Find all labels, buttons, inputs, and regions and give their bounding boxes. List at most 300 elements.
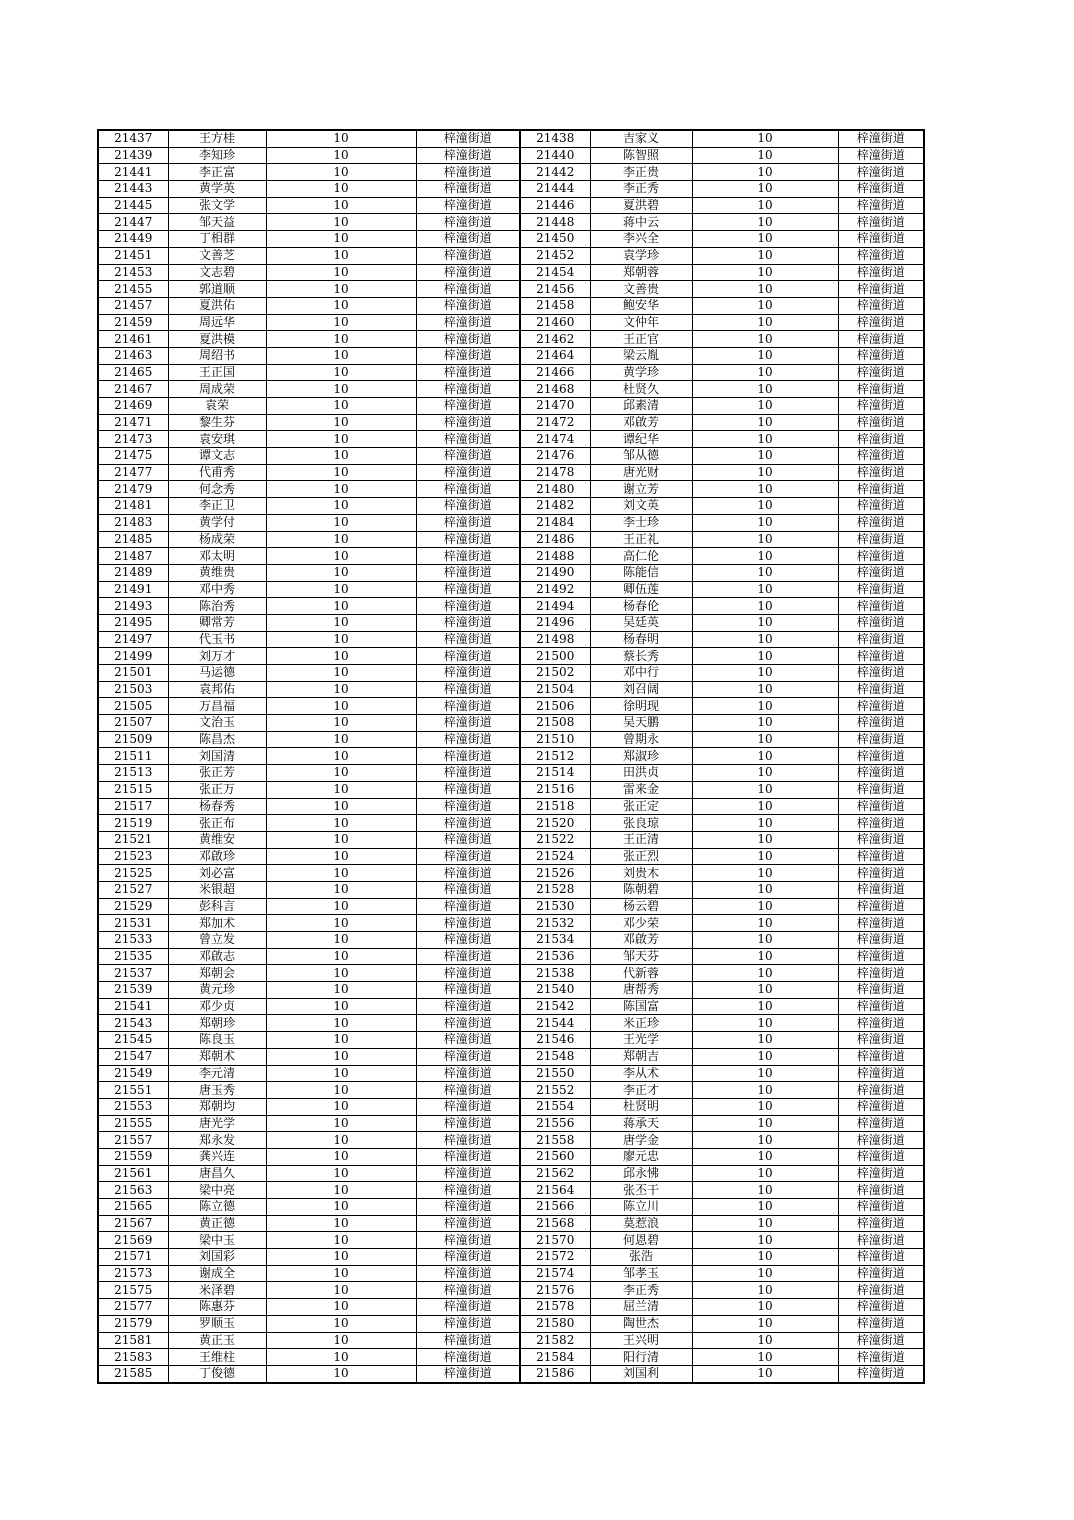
amount-cell: 10 bbox=[692, 1265, 838, 1282]
name-cell: 代甫秀 bbox=[168, 464, 266, 481]
street-cell: 梓潼街道 bbox=[838, 915, 924, 932]
name-cell: 黄正玉 bbox=[168, 1332, 266, 1349]
amount-cell: 10 bbox=[692, 581, 838, 598]
amount-cell: 10 bbox=[692, 1015, 838, 1032]
name-cell: 阳行清 bbox=[590, 1349, 692, 1366]
id-cell: 21567 bbox=[98, 1215, 168, 1232]
name-cell: 邹天益 bbox=[168, 214, 266, 231]
street-cell: 梓潼街道 bbox=[838, 314, 924, 331]
street-cell: 梓潼街道 bbox=[838, 498, 924, 515]
table-row bbox=[98, 1165, 924, 1182]
amount-cell: 10 bbox=[692, 681, 838, 698]
name-cell: 邓啟志 bbox=[168, 948, 266, 965]
name-cell: 夏洪碧 bbox=[590, 197, 692, 214]
id-cell: 21575 bbox=[98, 1282, 168, 1299]
amount-cell: 10 bbox=[266, 982, 416, 999]
name-cell: 黄维贵 bbox=[168, 564, 266, 581]
id-cell: 21540 bbox=[520, 982, 590, 999]
name-cell: 周绍书 bbox=[168, 347, 266, 364]
id-cell: 21546 bbox=[520, 1032, 590, 1049]
name-cell: 李正贵 bbox=[590, 164, 692, 181]
id-cell: 21437 bbox=[98, 130, 168, 147]
table-row bbox=[98, 297, 924, 314]
street-cell: 梓潼街道 bbox=[416, 531, 520, 548]
amount-cell: 10 bbox=[266, 1132, 416, 1149]
name-cell: 张正布 bbox=[168, 815, 266, 832]
name-cell: 邹孝玉 bbox=[590, 1265, 692, 1282]
street-cell: 梓潼街道 bbox=[838, 1332, 924, 1349]
amount-cell: 10 bbox=[266, 297, 416, 314]
id-cell: 21494 bbox=[520, 598, 590, 615]
amount-cell: 10 bbox=[266, 130, 416, 147]
street-cell: 梓潼街道 bbox=[838, 965, 924, 982]
table-row bbox=[98, 1332, 924, 1349]
amount-cell: 10 bbox=[266, 965, 416, 982]
street-cell: 梓潼街道 bbox=[838, 1098, 924, 1115]
id-cell: 21578 bbox=[520, 1299, 590, 1316]
amount-cell: 10 bbox=[266, 1082, 416, 1099]
amount-cell: 10 bbox=[692, 1349, 838, 1366]
id-cell: 21505 bbox=[98, 698, 168, 715]
id-cell: 21537 bbox=[98, 965, 168, 982]
table-row bbox=[98, 1015, 924, 1032]
id-cell: 21521 bbox=[98, 831, 168, 848]
id-cell: 21498 bbox=[520, 631, 590, 648]
name-cell: 邱永怫 bbox=[590, 1165, 692, 1182]
street-cell: 梓潼街道 bbox=[838, 631, 924, 648]
name-cell: 廖元忠 bbox=[590, 1148, 692, 1165]
id-cell: 21438 bbox=[520, 130, 590, 147]
id-cell: 21566 bbox=[520, 1199, 590, 1216]
id-cell: 21564 bbox=[520, 1182, 590, 1199]
id-cell: 21531 bbox=[98, 915, 168, 932]
name-cell: 郑加术 bbox=[168, 915, 266, 932]
table-row bbox=[98, 781, 924, 798]
street-cell: 梓潼街道 bbox=[838, 1249, 924, 1266]
table-row bbox=[98, 1315, 924, 1332]
amount-cell: 10 bbox=[266, 264, 416, 281]
amount-cell: 10 bbox=[692, 231, 838, 248]
amount-cell: 10 bbox=[266, 147, 416, 164]
amount-cell: 10 bbox=[692, 932, 838, 949]
street-cell: 梓潼街道 bbox=[416, 715, 520, 732]
id-cell: 21475 bbox=[98, 448, 168, 465]
amount-cell: 10 bbox=[266, 1215, 416, 1232]
table-row bbox=[98, 1249, 924, 1266]
amount-cell: 10 bbox=[266, 448, 416, 465]
id-cell: 21460 bbox=[520, 314, 590, 331]
amount-cell: 10 bbox=[266, 381, 416, 398]
street-cell: 梓潼街道 bbox=[416, 1249, 520, 1266]
id-cell: 21560 bbox=[520, 1148, 590, 1165]
table-row bbox=[98, 831, 924, 848]
amount-cell: 10 bbox=[692, 831, 838, 848]
table-row bbox=[98, 364, 924, 381]
street-cell: 梓潼街道 bbox=[838, 197, 924, 214]
amount-cell: 10 bbox=[692, 514, 838, 531]
id-cell: 21584 bbox=[520, 1349, 590, 1366]
amount-cell: 10 bbox=[266, 765, 416, 782]
id-cell: 21530 bbox=[520, 898, 590, 915]
name-cell: 周成荣 bbox=[168, 381, 266, 398]
street-cell: 梓潼街道 bbox=[416, 514, 520, 531]
street-cell: 梓潼街道 bbox=[838, 1132, 924, 1149]
id-cell: 21473 bbox=[98, 431, 168, 448]
id-cell: 21515 bbox=[98, 781, 168, 798]
street-cell: 梓潼街道 bbox=[838, 431, 924, 448]
table-row bbox=[98, 130, 924, 147]
name-cell: 马运德 bbox=[168, 665, 266, 682]
id-cell: 21542 bbox=[520, 998, 590, 1015]
amount-cell: 10 bbox=[692, 481, 838, 498]
street-cell: 梓潼街道 bbox=[416, 197, 520, 214]
id-cell: 21478 bbox=[520, 464, 590, 481]
id-cell: 21545 bbox=[98, 1032, 168, 1049]
street-cell: 梓潼街道 bbox=[838, 214, 924, 231]
amount-cell: 10 bbox=[692, 1148, 838, 1165]
table-row bbox=[98, 598, 924, 615]
id-cell: 21458 bbox=[520, 297, 590, 314]
name-cell: 陈国富 bbox=[590, 998, 692, 1015]
table-row bbox=[98, 548, 924, 565]
street-cell: 梓潼街道 bbox=[838, 1115, 924, 1132]
name-cell: 雷来金 bbox=[590, 781, 692, 798]
amount-cell: 10 bbox=[692, 848, 838, 865]
amount-cell: 10 bbox=[692, 715, 838, 732]
street-cell: 梓潼街道 bbox=[416, 231, 520, 248]
street-cell: 梓潼街道 bbox=[838, 748, 924, 765]
street-cell: 梓潼街道 bbox=[416, 1065, 520, 1082]
name-cell: 谭文志 bbox=[168, 448, 266, 465]
street-cell: 梓潼街道 bbox=[838, 1165, 924, 1182]
id-cell: 21516 bbox=[520, 781, 590, 798]
amount-cell: 10 bbox=[692, 448, 838, 465]
street-cell: 梓潼街道 bbox=[838, 181, 924, 198]
table-row bbox=[98, 848, 924, 865]
street-cell: 梓潼街道 bbox=[838, 398, 924, 415]
name-cell: 黄维安 bbox=[168, 831, 266, 848]
street-cell: 梓潼街道 bbox=[416, 314, 520, 331]
table-row bbox=[98, 181, 924, 198]
id-cell: 21486 bbox=[520, 531, 590, 548]
street-cell: 梓潼街道 bbox=[838, 998, 924, 1015]
id-cell: 21565 bbox=[98, 1199, 168, 1216]
table-row bbox=[98, 531, 924, 548]
id-cell: 21585 bbox=[98, 1365, 168, 1382]
table-row bbox=[98, 798, 924, 815]
id-cell: 21524 bbox=[520, 848, 590, 865]
id-cell: 21464 bbox=[520, 347, 590, 364]
name-cell: 田洪贞 bbox=[590, 765, 692, 782]
id-cell: 21504 bbox=[520, 681, 590, 698]
amount-cell: 10 bbox=[266, 1098, 416, 1115]
name-cell: 李正富 bbox=[168, 164, 266, 181]
street-cell: 梓潼街道 bbox=[838, 1365, 924, 1382]
name-cell: 刘召阔 bbox=[590, 681, 692, 698]
amount-cell: 10 bbox=[266, 1048, 416, 1065]
amount-cell: 10 bbox=[266, 1032, 416, 1049]
table-row bbox=[98, 698, 924, 715]
id-cell: 21506 bbox=[520, 698, 590, 715]
table-row bbox=[98, 514, 924, 531]
street-cell: 梓潼街道 bbox=[838, 514, 924, 531]
street-cell: 梓潼街道 bbox=[838, 1299, 924, 1316]
id-cell: 21549 bbox=[98, 1065, 168, 1082]
amount-cell: 10 bbox=[692, 1132, 838, 1149]
roster-table-body bbox=[98, 130, 924, 1383]
amount-cell: 10 bbox=[266, 1265, 416, 1282]
table-row bbox=[98, 264, 924, 281]
street-cell: 梓潼街道 bbox=[416, 281, 520, 298]
amount-cell: 10 bbox=[266, 932, 416, 949]
name-cell: 王正清 bbox=[590, 831, 692, 848]
id-cell: 21550 bbox=[520, 1065, 590, 1082]
id-cell: 21448 bbox=[520, 214, 590, 231]
name-cell: 袁学珍 bbox=[590, 247, 692, 264]
name-cell: 邹从德 bbox=[590, 448, 692, 465]
street-cell: 梓潼街道 bbox=[838, 381, 924, 398]
street-cell: 梓潼街道 bbox=[416, 1199, 520, 1216]
street-cell: 梓潼街道 bbox=[416, 181, 520, 198]
street-cell: 梓潼街道 bbox=[416, 1299, 520, 1316]
amount-cell: 10 bbox=[692, 1215, 838, 1232]
name-cell: 夏洪佑 bbox=[168, 297, 266, 314]
roster-table bbox=[97, 129, 925, 1384]
id-cell: 21445 bbox=[98, 197, 168, 214]
id-cell: 21449 bbox=[98, 231, 168, 248]
street-cell: 梓潼街道 bbox=[838, 281, 924, 298]
id-cell: 21499 bbox=[98, 648, 168, 665]
amount-cell: 10 bbox=[266, 1199, 416, 1216]
street-cell: 梓潼街道 bbox=[416, 548, 520, 565]
id-cell: 21459 bbox=[98, 314, 168, 331]
street-cell: 梓潼街道 bbox=[416, 381, 520, 398]
id-cell: 21520 bbox=[520, 815, 590, 832]
amount-cell: 10 bbox=[692, 331, 838, 348]
name-cell: 蒋中云 bbox=[590, 214, 692, 231]
id-cell: 21541 bbox=[98, 998, 168, 1015]
street-cell: 梓潼街道 bbox=[838, 614, 924, 631]
id-cell: 21559 bbox=[98, 1148, 168, 1165]
street-cell: 梓潼街道 bbox=[416, 1315, 520, 1332]
name-cell: 文治玉 bbox=[168, 715, 266, 732]
amount-cell: 10 bbox=[692, 1199, 838, 1216]
street-cell: 梓潼街道 bbox=[416, 848, 520, 865]
amount-cell: 10 bbox=[692, 815, 838, 832]
id-cell: 21446 bbox=[520, 197, 590, 214]
amount-cell: 10 bbox=[692, 1065, 838, 1082]
street-cell: 梓潼街道 bbox=[416, 481, 520, 498]
amount-cell: 10 bbox=[266, 1165, 416, 1182]
street-cell: 梓潼街道 bbox=[416, 815, 520, 832]
amount-cell: 10 bbox=[266, 1299, 416, 1316]
amount-cell: 10 bbox=[266, 181, 416, 198]
id-cell: 21481 bbox=[98, 498, 168, 515]
street-cell: 梓潼街道 bbox=[838, 665, 924, 682]
street-cell: 梓潼街道 bbox=[416, 347, 520, 364]
name-cell: 丁俊德 bbox=[168, 1365, 266, 1382]
street-cell: 梓潼街道 bbox=[838, 531, 924, 548]
id-cell: 21503 bbox=[98, 681, 168, 698]
id-cell: 21444 bbox=[520, 181, 590, 198]
id-cell: 21487 bbox=[98, 548, 168, 565]
id-cell: 21468 bbox=[520, 381, 590, 398]
name-cell: 邓太明 bbox=[168, 548, 266, 565]
id-cell: 21547 bbox=[98, 1048, 168, 1065]
id-cell: 21493 bbox=[98, 598, 168, 615]
table-row bbox=[98, 331, 924, 348]
street-cell: 梓潼街道 bbox=[416, 1165, 520, 1182]
amount-cell: 10 bbox=[266, 314, 416, 331]
name-cell: 郑淑珍 bbox=[590, 748, 692, 765]
street-cell: 梓潼街道 bbox=[838, 548, 924, 565]
name-cell: 李正才 bbox=[590, 1082, 692, 1099]
id-cell: 21577 bbox=[98, 1299, 168, 1316]
street-cell: 梓潼街道 bbox=[838, 364, 924, 381]
name-cell: 莫惹浪 bbox=[590, 1215, 692, 1232]
street-cell: 梓潼街道 bbox=[838, 932, 924, 949]
name-cell: 邓少贞 bbox=[168, 998, 266, 1015]
name-cell: 郑朝吉 bbox=[590, 1048, 692, 1065]
street-cell: 梓潼街道 bbox=[838, 831, 924, 848]
street-cell: 梓潼街道 bbox=[838, 798, 924, 815]
id-cell: 21548 bbox=[520, 1048, 590, 1065]
name-cell: 文仲年 bbox=[590, 314, 692, 331]
id-cell: 21509 bbox=[98, 731, 168, 748]
amount-cell: 10 bbox=[692, 1332, 838, 1349]
street-cell: 梓潼街道 bbox=[416, 614, 520, 631]
name-cell: 曾立发 bbox=[168, 932, 266, 949]
id-cell: 21479 bbox=[98, 481, 168, 498]
name-cell: 李兴全 bbox=[590, 231, 692, 248]
table-row bbox=[98, 381, 924, 398]
street-cell: 梓潼街道 bbox=[416, 932, 520, 949]
amount-cell: 10 bbox=[266, 598, 416, 615]
id-cell: 21465 bbox=[98, 364, 168, 381]
amount-cell: 10 bbox=[266, 1282, 416, 1299]
id-cell: 21562 bbox=[520, 1165, 590, 1182]
street-cell: 梓潼街道 bbox=[838, 1282, 924, 1299]
id-cell: 21570 bbox=[520, 1232, 590, 1249]
amount-cell: 10 bbox=[266, 948, 416, 965]
id-cell: 21495 bbox=[98, 614, 168, 631]
amount-cell: 10 bbox=[266, 1015, 416, 1032]
street-cell: 梓潼街道 bbox=[838, 881, 924, 898]
id-cell: 21518 bbox=[520, 798, 590, 815]
amount-cell: 10 bbox=[266, 548, 416, 565]
table-row bbox=[98, 614, 924, 631]
table-row bbox=[98, 1265, 924, 1282]
street-cell: 梓潼街道 bbox=[838, 147, 924, 164]
amount-cell: 10 bbox=[266, 414, 416, 431]
street-cell: 梓潼街道 bbox=[416, 1032, 520, 1049]
table-row bbox=[98, 932, 924, 949]
table-row bbox=[98, 464, 924, 481]
table-row bbox=[98, 1199, 924, 1216]
table-row bbox=[98, 865, 924, 882]
name-cell: 刘国清 bbox=[168, 748, 266, 765]
street-cell: 梓潼街道 bbox=[838, 898, 924, 915]
id-cell: 21477 bbox=[98, 464, 168, 481]
amount-cell: 10 bbox=[692, 564, 838, 581]
table-row bbox=[98, 347, 924, 364]
amount-cell: 10 bbox=[266, 848, 416, 865]
street-cell: 梓潼街道 bbox=[416, 648, 520, 665]
name-cell: 郑永发 bbox=[168, 1132, 266, 1149]
amount-cell: 10 bbox=[266, 247, 416, 264]
name-cell: 王正国 bbox=[168, 364, 266, 381]
table-row bbox=[98, 631, 924, 648]
name-cell: 吴天鹏 bbox=[590, 715, 692, 732]
table-row bbox=[98, 164, 924, 181]
id-cell: 21526 bbox=[520, 865, 590, 882]
amount-cell: 10 bbox=[266, 1315, 416, 1332]
table-row bbox=[98, 481, 924, 498]
amount-cell: 10 bbox=[266, 1249, 416, 1266]
table-row bbox=[98, 881, 924, 898]
amount-cell: 10 bbox=[692, 214, 838, 231]
street-cell: 梓潼街道 bbox=[838, 1065, 924, 1082]
amount-cell: 10 bbox=[266, 1182, 416, 1199]
amount-cell: 10 bbox=[692, 247, 838, 264]
amount-cell: 10 bbox=[692, 881, 838, 898]
name-cell: 邓中行 bbox=[590, 665, 692, 682]
street-cell: 梓潼街道 bbox=[416, 1048, 520, 1065]
name-cell: 邓中秀 bbox=[168, 581, 266, 598]
amount-cell: 10 bbox=[692, 431, 838, 448]
street-cell: 梓潼街道 bbox=[838, 1032, 924, 1049]
name-cell: 谢成全 bbox=[168, 1265, 266, 1282]
amount-cell: 10 bbox=[266, 564, 416, 581]
street-cell: 梓潼街道 bbox=[416, 865, 520, 882]
amount-cell: 10 bbox=[692, 264, 838, 281]
amount-cell: 10 bbox=[266, 364, 416, 381]
name-cell: 代玉书 bbox=[168, 631, 266, 648]
id-cell: 21532 bbox=[520, 915, 590, 932]
name-cell: 蒋承天 bbox=[590, 1115, 692, 1132]
name-cell: 文善贵 bbox=[590, 281, 692, 298]
street-cell: 梓潼街道 bbox=[416, 831, 520, 848]
street-cell: 梓潼街道 bbox=[416, 965, 520, 982]
amount-cell: 10 bbox=[266, 581, 416, 598]
street-cell: 梓潼街道 bbox=[838, 1215, 924, 1232]
id-cell: 21467 bbox=[98, 381, 168, 398]
id-cell: 21440 bbox=[520, 147, 590, 164]
id-cell: 21441 bbox=[98, 164, 168, 181]
name-cell: 陈治秀 bbox=[168, 598, 266, 615]
id-cell: 21454 bbox=[520, 264, 590, 281]
id-cell: 21491 bbox=[98, 581, 168, 598]
id-cell: 21586 bbox=[520, 1365, 590, 1382]
amount-cell: 10 bbox=[692, 1082, 838, 1099]
name-cell: 何念秀 bbox=[168, 481, 266, 498]
street-cell: 梓潼街道 bbox=[838, 1315, 924, 1332]
id-cell: 21519 bbox=[98, 815, 168, 832]
street-cell: 梓潼街道 bbox=[416, 464, 520, 481]
table-row bbox=[98, 1098, 924, 1115]
id-cell: 21476 bbox=[520, 448, 590, 465]
name-cell: 周远华 bbox=[168, 314, 266, 331]
amount-cell: 10 bbox=[266, 197, 416, 214]
street-cell: 梓潼街道 bbox=[838, 848, 924, 865]
name-cell: 李正卫 bbox=[168, 498, 266, 515]
id-cell: 21501 bbox=[98, 665, 168, 682]
amount-cell: 10 bbox=[692, 898, 838, 915]
name-cell: 文志碧 bbox=[168, 264, 266, 281]
street-cell: 梓潼街道 bbox=[416, 448, 520, 465]
name-cell: 唐学金 bbox=[590, 1132, 692, 1149]
name-cell: 邓少荣 bbox=[590, 915, 692, 932]
